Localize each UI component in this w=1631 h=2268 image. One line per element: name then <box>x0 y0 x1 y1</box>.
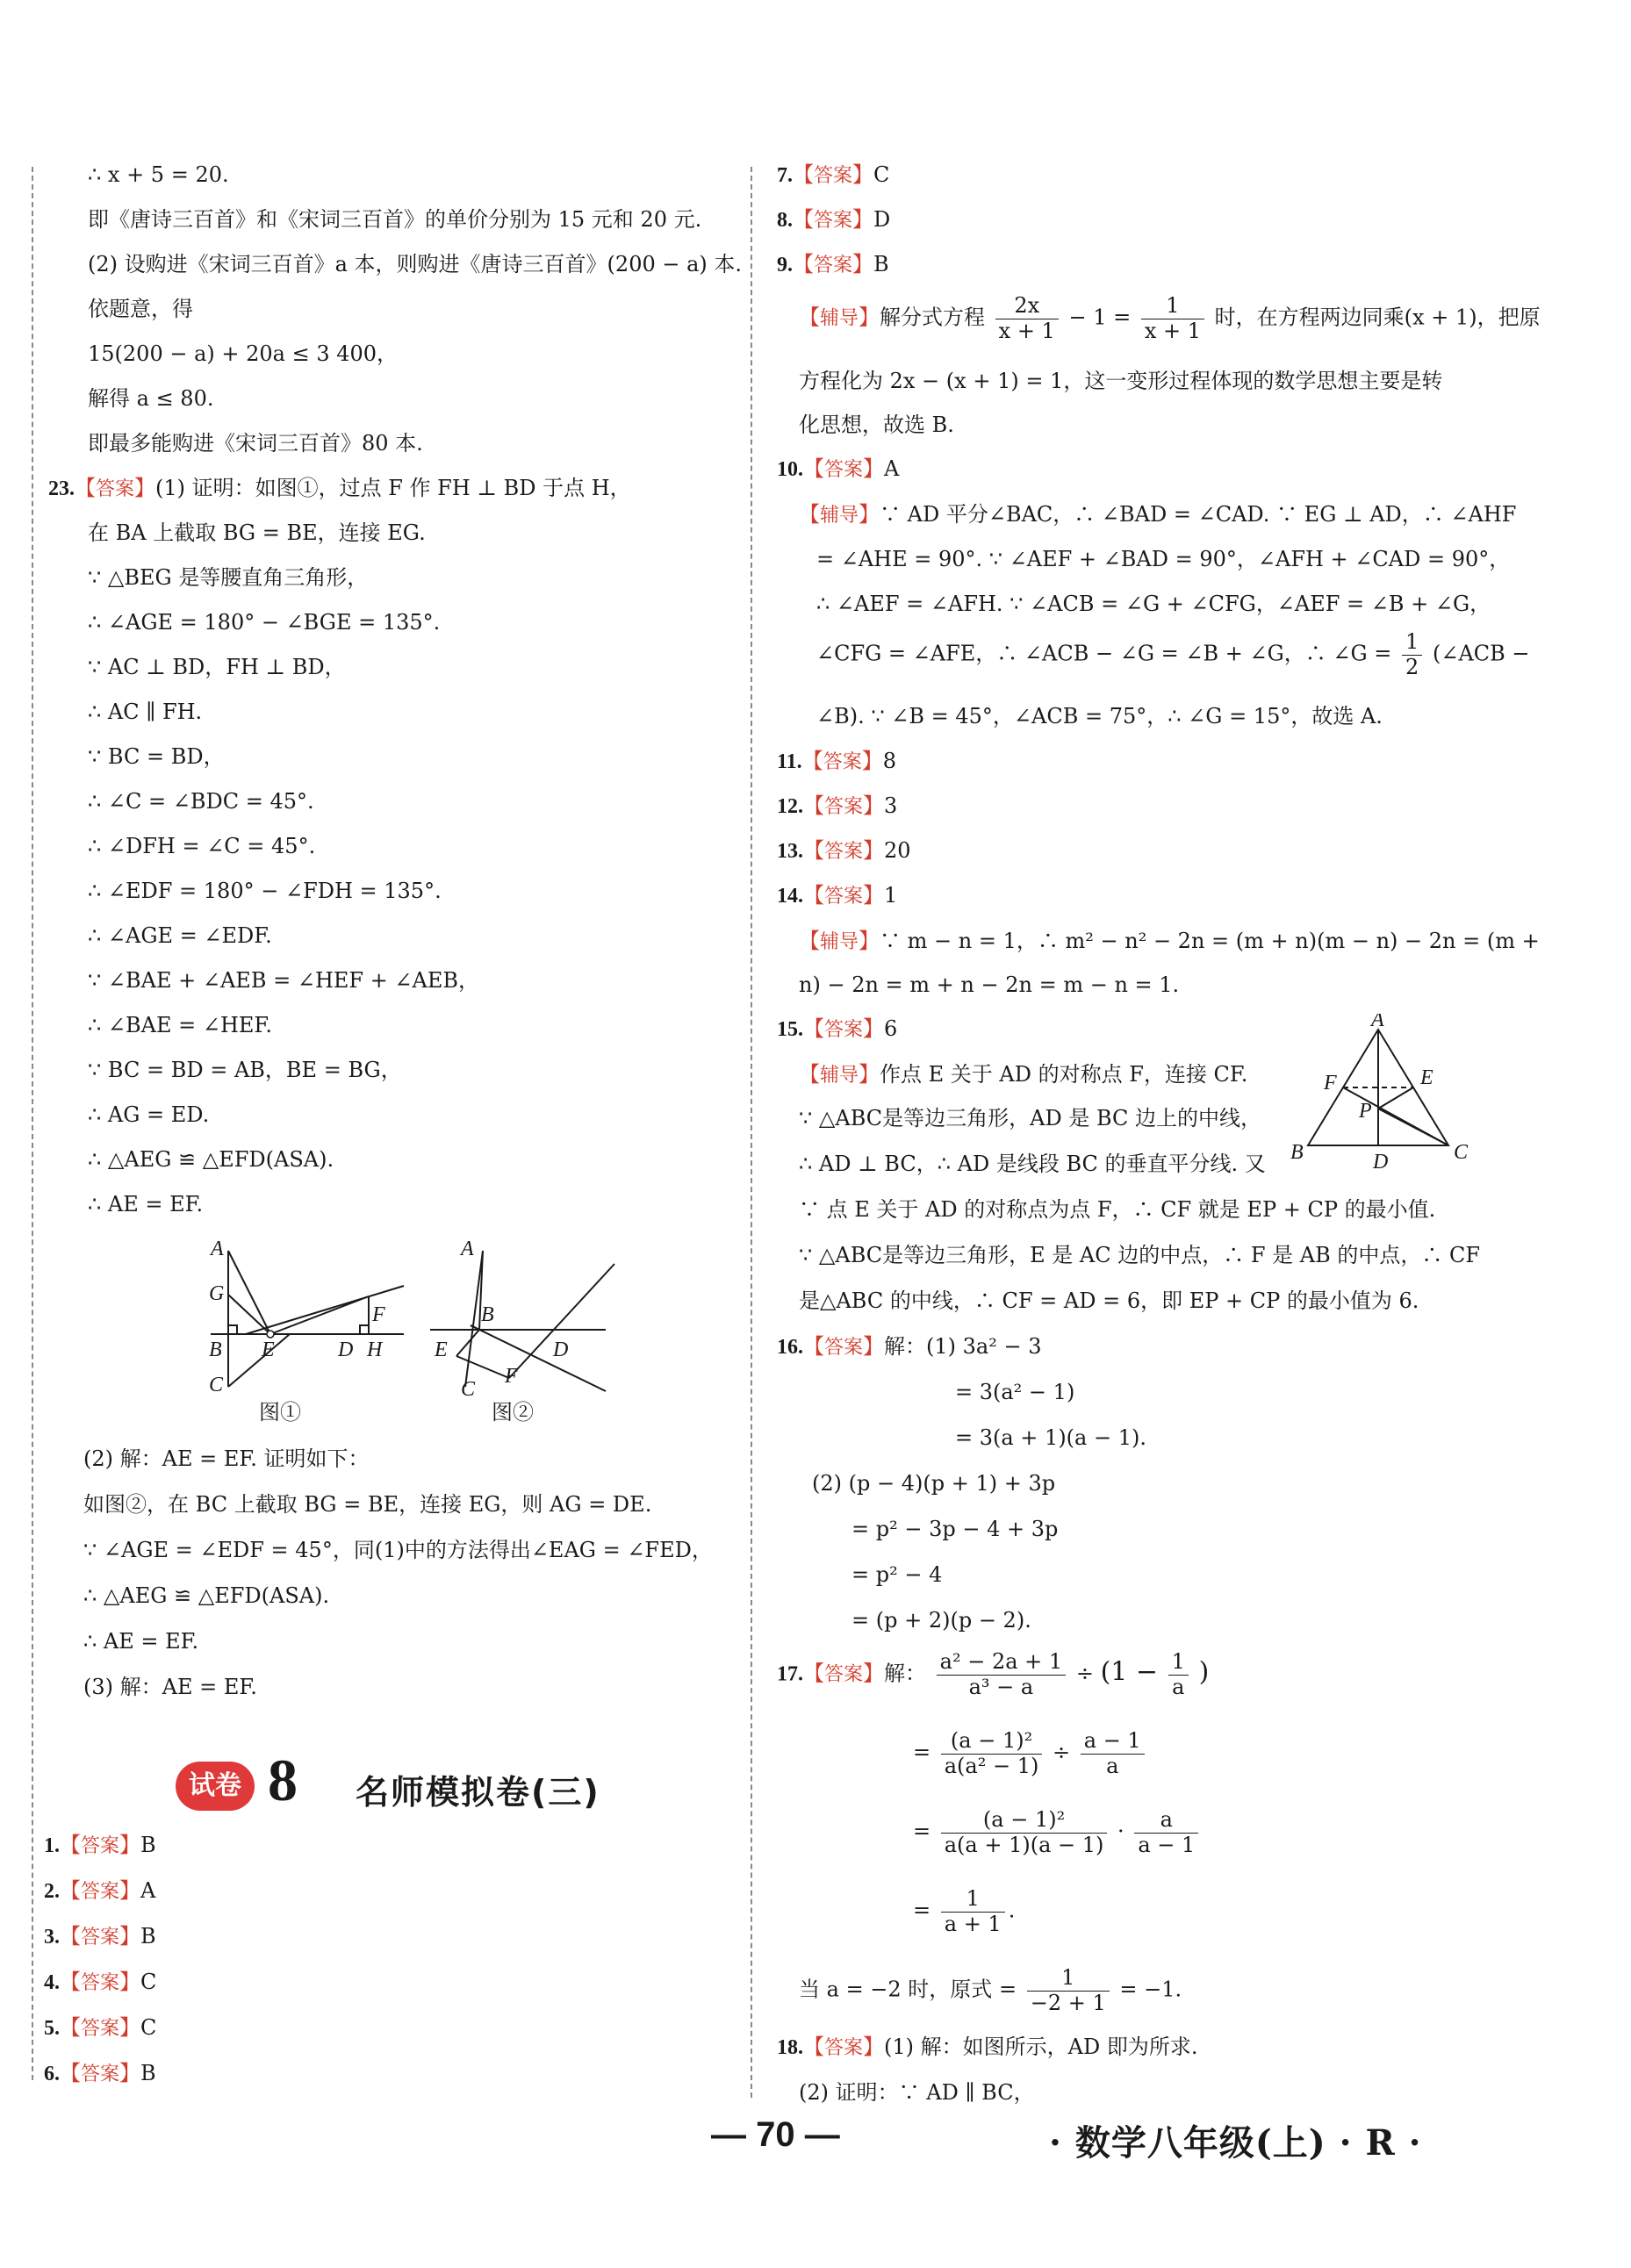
fraction <box>1027 1966 1110 2015</box>
answer-value: 20 <box>884 838 911 863</box>
fraction <box>1141 294 1204 343</box>
hint-tag: 辅导 <box>820 307 859 330</box>
numerator: 1 <box>1402 630 1422 656</box>
answer-value: A <box>140 1878 156 1903</box>
answer-tag: 答案 <box>96 478 135 500</box>
text-line: 即《唐诗三百首》和《宋词三百首》的单价分别为 15 元和 20 元. <box>88 207 702 232</box>
fig1-label-g: G <box>209 1282 225 1305</box>
fraction <box>1168 1650 1189 1699</box>
fig1-label-h: H <box>367 1339 383 1361</box>
answer-value: C <box>873 162 890 187</box>
denominator: a <box>1172 1674 1185 1699</box>
answer-value: B <box>140 2061 156 2085</box>
text: = <box>913 1819 931 1844</box>
text-line: n) − 2n = m + n − 2n = m − n = 1. <box>799 973 1180 997</box>
answer-tag: 答案 <box>824 1337 864 1359</box>
answer-row: 3.【答案】B <box>44 1924 156 1949</box>
fig1-label-f: F <box>372 1303 385 1326</box>
hint-tag: 辅导 <box>820 505 859 527</box>
q17-head: 17.【答案】解： $\frac{\text{a² − 2a + 1}}{\text{a³ − a}}$ ÷ (1 − $\frac{1}{a}$ ) <box>777 1649 1210 1699</box>
text-line: ∠B). ∵ ∠B = 45°，∠ACB = 75°，∴ ∠G = 15°，故选 A. <box>816 704 1383 728</box>
text-line: ∵ △ABC是等边三角形，E 是 AC 边的中点，∴ F 是 AB 的中点，∴ CF <box>799 1243 1481 1267</box>
fig3-label-e: E <box>1420 1066 1433 1089</box>
answer-value: 8 <box>882 749 896 773</box>
text-line: 化思想，故选 B. <box>799 413 954 437</box>
answer-row: 8.【答案】D <box>777 207 891 232</box>
proof-line: ∴ ∠AGE = 180° − ∠BGE = 135°. <box>88 610 441 635</box>
q16-head: 16.【答案】解：(1) 3a² − 3 <box>777 1334 1042 1359</box>
answer-row: 2.【答案】A <box>44 1878 156 1903</box>
exam-title <box>176 1747 667 1821</box>
text-line: ∴ AD ⊥ BC，∴ AD 是线段 BC 的垂直平分线. 又 <box>799 1152 1266 1176</box>
fig3-label-p: P <box>1359 1100 1372 1123</box>
question-number: 14. <box>777 885 803 908</box>
text-line: = (p + 2)(p − 2). <box>851 1608 1031 1633</box>
text-line: ∵ 点 E 关于 AD 的对称点为点 F，∴ CF 就是 EP + CP 的最小值. <box>799 1197 1436 1222</box>
answer-tag: 答案 <box>823 751 862 773</box>
q18-head: 18.【答案】(1) 解：如图所示，AD 即为所求. <box>777 2035 1198 2059</box>
answer-row: 13.【答案】20 <box>777 838 911 863</box>
text: (1 − <box>1100 1656 1159 1688</box>
question-23-head: 23.【答案】(1) 证明：如图①，过点 F 作 FH ⊥ BD 于点 H， <box>48 476 631 500</box>
answer-value: 1 <box>884 883 898 908</box>
answer-value: B <box>873 252 889 276</box>
q17-step4 <box>913 1887 1015 1936</box>
answer-row: 1.【答案】B <box>44 1833 156 1857</box>
answer-value: C <box>140 2015 157 2040</box>
answer-tag: 答案 <box>81 1835 120 1857</box>
proof-line: ∵ BC = BD = AB，BE = BG， <box>88 1058 402 1082</box>
fig2-label-b: B <box>481 1303 494 1326</box>
book-title: · 数学八年级(上) · R · <box>1049 2122 1422 2164</box>
text: = <box>913 1898 931 1923</box>
text-line: ∴ ∠AEF = ∠AFH. ∵ ∠ACB = ∠G + ∠CFG，∠AEF = ∠B + ∠G， <box>816 592 1491 616</box>
text-line: 即最多能购进《宋词三百首》80 本. <box>88 431 423 456</box>
proof-line: ∵ AC ⊥ BD，FH ⊥ BD， <box>88 655 346 679</box>
proof-line: ∵ △BEG 是等腰直角三角形， <box>88 565 369 590</box>
answer-tag: 答案 <box>824 1019 864 1041</box>
answer-value: C <box>140 1970 157 1994</box>
denominator: −2 + 1 <box>1030 1990 1106 2015</box>
text-line: 解得 a ≤ 80. <box>88 386 214 411</box>
fig3-label-c: C <box>1454 1141 1469 1164</box>
text: 解： <box>884 1661 927 1686</box>
text: ÷ <box>1075 1661 1094 1686</box>
numerator: (a − 1)² <box>941 1808 1108 1834</box>
denominator: 2 <box>1405 654 1419 679</box>
text: · <box>1117 1819 1124 1844</box>
text: 作点 E 关于 AD 的对称点 F，连接 CF. <box>880 1062 1248 1087</box>
numerator: 1 <box>941 1887 1005 1913</box>
q14-hint-line1: 【辅导】∵ m − n = 1，∴ m² − n² − 2n = (m + n)(m − n) − 2n = (m + <box>799 929 1540 953</box>
question-number: 15. <box>777 1018 803 1041</box>
text: − 1 = <box>1068 305 1132 330</box>
question-number: 6. <box>44 2063 60 2085</box>
answer-row: 6.【答案】B <box>44 2061 156 2085</box>
denominator: x + 1 <box>1144 318 1202 343</box>
text-line: = 3(a² − 1) <box>955 1380 1075 1404</box>
q15-hint-line1: 【辅导】作点 E 关于 AD 的对称点 F，连接 CF. <box>799 1062 1248 1087</box>
text-line: 依题意，得 <box>88 297 193 321</box>
text: 当 a = −2 时，原式 = <box>799 1977 1017 2002</box>
fig2-label-a: A <box>461 1238 474 1260</box>
question-number: 17. <box>777 1662 803 1686</box>
answer-row: 14.【答案】1 <box>777 883 898 908</box>
fig3-label-b: B <box>1290 1141 1304 1164</box>
proof-line: ∴ ∠DFH = ∠C = 45°. <box>88 834 316 858</box>
hint-tag: 辅导 <box>820 931 859 953</box>
proof-line: 在 BA 上截取 BG = BE，连接 EG. <box>88 520 426 545</box>
proof-line: ∴ ∠C = ∠BDC = 45°. <box>88 789 314 814</box>
fig2-caption: 图② <box>492 1400 534 1425</box>
answer-value: A <box>884 456 900 481</box>
left-margin-rule <box>32 167 33 2080</box>
question-number: 23. <box>48 477 75 500</box>
proof-line: (2) 解：AE = EF. 证明如下： <box>83 1446 370 1471</box>
fraction <box>1402 630 1422 679</box>
answer-tag: 答案 <box>824 796 864 818</box>
numerator: a <box>1134 1808 1198 1834</box>
text: ∠CFG = ∠AFE，∴ ∠ACB − ∠G = ∠B + ∠G，∴ ∠G = <box>816 641 1392 666</box>
text: 时，在方程两边同乘(x + 1)，把原 <box>1214 305 1541 330</box>
answer-tag: 答案 <box>824 1663 864 1686</box>
text: ∵ AD 平分∠BAC，∴ ∠BAD = ∠CAD. ∵ EG ⊥ AD，∴ ∠AHF <box>880 502 1517 527</box>
numerator: 1 <box>1141 294 1204 319</box>
text-line: = p² − 3p − 4 + 3p <box>851 1517 1059 1541</box>
proof-line: ∴ AC ∥ FH. <box>88 700 203 724</box>
proof-line: 如图②，在 BC 上截取 BG = BE，连接 EG，则 AG = DE. <box>83 1492 652 1517</box>
answer-value: 3 <box>884 793 898 818</box>
proof-line: ∴ ∠EDF = 180° − ∠FDH = 135°. <box>88 879 442 903</box>
answer-tag: 答案 <box>814 165 853 187</box>
text-line: 15(200 − a) + 20a ≤ 3 400， <box>88 341 399 366</box>
text: (1) 解：如图所示，AD 即为所求. <box>884 2035 1198 2059</box>
numerator: a² − 2a + 1 <box>937 1650 1067 1676</box>
text-line: 是△ABC 的中线，∴ CF = AD = 6，即 EP + CP 的最小值为 6. <box>799 1288 1419 1313</box>
fig2-label-e: E <box>435 1339 448 1361</box>
fraction <box>995 294 1059 343</box>
answer-tag: 答案 <box>81 2063 120 2085</box>
figure-3 <box>1290 1014 1475 1181</box>
text-line: (2) (p − 4)(p + 1) + 3p <box>812 1471 1056 1496</box>
proof-line: ∴ ∠AGE = ∠EDF. <box>88 923 272 948</box>
answer-tag: 答案 <box>814 255 853 276</box>
question-number: 1. <box>44 1834 60 1857</box>
proof-line: ∵ ∠BAE + ∠AEB = ∠HEF + ∠AEB， <box>88 968 480 993</box>
text-line: 方程化为 2x − (x + 1) = 1，这一变形过程体现的数学思想主要是转 <box>799 369 1443 393</box>
q17-result <box>799 1966 1182 2015</box>
answer-tag: 答案 <box>81 1927 120 1949</box>
denominator: a(a² − 1) <box>944 1753 1039 1778</box>
question-number: 13. <box>777 840 803 863</box>
fig1-label-a: A <box>211 1238 224 1260</box>
question-number: 11. <box>777 750 802 773</box>
answer-row: 10.【答案】A <box>777 456 900 481</box>
answer-row: 9.【答案】B <box>777 252 889 276</box>
answer-row: 5.【答案】C <box>44 2015 157 2040</box>
question-number: 10. <box>777 458 803 481</box>
answer-row: 11.【答案】8 <box>777 749 896 773</box>
numerator: 1 <box>1168 1650 1189 1676</box>
fraction <box>1134 1808 1198 1857</box>
question-number: 16. <box>777 1336 803 1359</box>
numerator: 2x <box>995 294 1059 319</box>
column-divider <box>751 167 752 2098</box>
answer-tag: 答案 <box>814 210 853 232</box>
question-number: 12. <box>777 795 803 818</box>
fig1-label-b: B <box>209 1339 222 1361</box>
text-line: = 3(a + 1)(a − 1). <box>955 1425 1146 1450</box>
exam-name: 名师模拟卷(三) <box>356 1773 600 1812</box>
numerator: (a − 1)² <box>941 1729 1043 1755</box>
question-number: 4. <box>44 1971 60 1994</box>
answer-value: B <box>140 1924 156 1949</box>
denominator: a + 1 <box>944 1911 1002 1936</box>
answer-tag: 答案 <box>81 2018 120 2040</box>
page-number: — 70 — <box>711 2115 840 2154</box>
hint-tag: 辅导 <box>820 1065 859 1087</box>
denominator: a(a + 1)(a − 1) <box>944 1832 1104 1857</box>
numerator: a − 1 <box>1081 1729 1145 1755</box>
fig2-label-f: F <box>505 1365 518 1388</box>
question-23-text: (1) 证明：如图①，过点 F 作 FH ⊥ BD 于点 H， <box>155 476 631 500</box>
text-line: ∵ △ABC是等边三角形，AD 是 BC 边上的中线， <box>799 1106 1262 1130</box>
denominator: a − 1 <box>1138 1832 1196 1857</box>
question-number: 8. <box>777 209 793 232</box>
answer-tag: 答案 <box>824 2037 864 2059</box>
q10-hint-line4 <box>816 630 1530 679</box>
fraction <box>941 1887 1005 1936</box>
fig3-label-f: F <box>1324 1072 1337 1095</box>
answer-row: 15.【答案】6 <box>777 1016 898 1041</box>
numerator: 1 <box>1027 1966 1110 1992</box>
proof-line: ∵ BC = BD， <box>88 744 225 769</box>
fraction <box>941 1808 1108 1857</box>
text-line: = ∠AHE = 90°. ∵ ∠AEF + ∠BAD = 90°，∠AFH + ∠CAD = 90°， <box>816 547 1511 571</box>
question-number: 5. <box>44 2017 60 2040</box>
answer-value: 6 <box>884 1016 898 1041</box>
fraction <box>941 1729 1043 1778</box>
answer-tag: 答案 <box>824 886 864 908</box>
denominator: a <box>1106 1753 1119 1778</box>
proof-line: ∵ ∠AGE = ∠EDF = 45°，同(1)中的方法得出∠EAG = ∠FED， <box>83 1538 713 1562</box>
proof-line: ∴ AG = ED. <box>88 1102 210 1127</box>
fig1-caption: 图① <box>259 1400 301 1425</box>
denominator: a³ − a <box>968 1674 1034 1699</box>
exam-badge: 试卷 <box>176 1762 255 1811</box>
answer-value: B <box>140 1833 156 1857</box>
question-number: 9. <box>777 254 793 276</box>
answer-tag: 答案 <box>81 1881 120 1903</box>
q9-hint-line1: 【辅导】解分式方程 $\frac{2x}{x + 1}$ − 1 = $\frac{1}{x + 1}$ 时，在方程两边同乘(x + 1)，把原 <box>799 293 1541 343</box>
fig1-label-c: C <box>209 1374 224 1396</box>
proof-line: ∴ AE = EF. <box>88 1192 204 1217</box>
text: ∵ m − n = 1，∴ m² − n² − 2n = (m + n)(m − n) − 2n = (m + <box>880 929 1540 953</box>
fraction <box>937 1650 1067 1699</box>
figure-2 <box>421 1233 641 1396</box>
fig3-label-a: A <box>1371 1014 1384 1031</box>
text: (∠ACB − <box>1432 641 1530 666</box>
text: = <box>913 1740 931 1765</box>
answer-row: 4.【答案】C <box>44 1970 157 1994</box>
q17-step3 <box>913 1808 1202 1857</box>
fraction <box>1081 1729 1145 1778</box>
text-line: = p² − 4 <box>851 1562 943 1587</box>
answer-tag: 答案 <box>824 841 864 863</box>
question-number: 3. <box>44 1926 60 1949</box>
text: ÷ <box>1053 1740 1071 1765</box>
q17-step2 <box>913 1729 1148 1778</box>
fig1-label-e: E <box>262 1339 275 1361</box>
exam-number: 8 <box>268 1747 298 1813</box>
answer-tag: 答案 <box>824 459 864 481</box>
answer-row: 7.【答案】C <box>777 162 890 187</box>
proof-line: ∴ AE = EF. <box>83 1629 199 1654</box>
question-number: 2. <box>44 1880 60 1903</box>
text: . <box>1008 1898 1016 1923</box>
denominator: x + 1 <box>998 318 1055 343</box>
question-number: 7. <box>777 164 793 187</box>
text-line: (2) 证明：∵ AD ∥ BC， <box>799 2080 1035 2105</box>
proof-line: ∴ ∠BAE = ∠HEF. <box>88 1013 272 1037</box>
figure-1 <box>202 1233 413 1396</box>
proof-line: ∴ △AEG ≌ △EFD(ASA). <box>83 1583 330 1608</box>
proof-line: (3) 解：AE = EF. <box>83 1675 257 1699</box>
fig2-label-d: D <box>553 1339 569 1361</box>
text: 解：(1) 3a² − 3 <box>884 1334 1042 1359</box>
q10-hint-line1: 【辅导】∵ AD 平分∠BAC，∴ ∠BAD = ∠CAD. ∵ EG ⊥ AD，∴ ∠AHF <box>799 502 1517 527</box>
text-line: (2) 设购进《宋词三百首》a 本，则购进《唐诗三百首》(200 − a) 本. <box>88 252 743 276</box>
answer-row: 12.【答案】3 <box>777 793 898 818</box>
text: ) <box>1198 1656 1210 1688</box>
text: = −1. <box>1119 1977 1182 2002</box>
answer-value: D <box>873 207 891 232</box>
answer-tag: 答案 <box>81 1972 120 1994</box>
question-number: 18. <box>777 2036 803 2059</box>
proof-line: ∴ △AEG ≌ △EFD(ASA). <box>88 1147 334 1172</box>
fig3-label-d: D <box>1373 1151 1389 1173</box>
fig1-label-d: D <box>338 1339 354 1361</box>
fig2-label-c: C <box>461 1378 476 1396</box>
text: 解分式方程 <box>880 305 986 330</box>
text-line: ∴ x + 5 = 20. <box>88 162 229 187</box>
